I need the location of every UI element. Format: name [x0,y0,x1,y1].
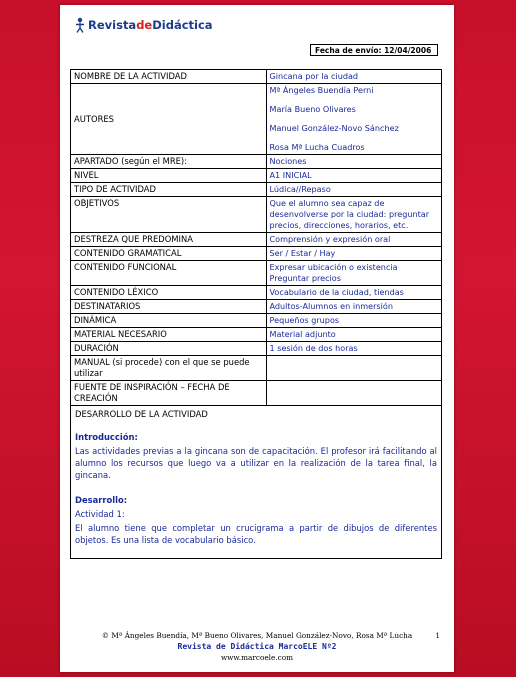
author-name: Manuel González-Novo Sánchez [269,123,399,133]
label-gramatical: CONTENIDO GRAMATICAL [71,247,267,261]
label-manual: MANUAL (si procede) con el que se puede utilizar [71,356,267,381]
value-tipo: Lúdica//Repaso [266,183,441,197]
actividad-title: Actividad 1: [75,509,125,519]
row-objetivos [71,197,442,233]
label-duracion: DURACIÓN [71,342,267,356]
submission-date-box: Fecha de envío: 12/04/2006 [310,44,438,56]
footer-journal: Revista de Didáctica MarcoELE Nº2 [177,642,337,651]
label-apartado: APARTADO (según el MRE): [71,155,267,169]
label-funcional: CONTENIDO FUNCIONAL [71,261,267,286]
document-page [60,5,454,672]
value-nombre: Gincana por la ciudad [266,70,441,84]
page-footer [60,631,454,662]
value-dinamica: Pequeños grupos [266,314,441,328]
value-gramatical: Ser / Estar / Hay [266,247,441,261]
label-nivel: NIVEL [71,169,267,183]
row-autores [71,84,442,155]
row-manual [71,356,442,381]
label-objetivos: OBJETIVOS [71,197,267,233]
label-nombre: NOMBRE DE LA ACTIVIDAD [71,70,267,84]
row-desarrollo [71,406,442,559]
row-lexico [71,286,442,300]
value-lexico: Vocabulario de la ciudad, tiendas [266,286,441,300]
row-apartado [71,155,442,169]
value-material: Material adjunto [266,328,441,342]
label-material: MATERIAL NECESARIO [71,328,267,342]
desarrollo-cell [71,406,442,559]
desarrollo-title: Desarrollo: [75,495,128,505]
logo-text-de: de [136,18,153,32]
label-fuente: FUENTE DE INSPIRACIÓN – FECHA DE CREACIÓN [71,381,267,406]
value-autores [266,84,441,155]
footer-website: www.marcoele.com [220,653,294,662]
row-tipo [71,183,442,197]
author-name: Mª Ángeles Buendía Perni [269,85,374,95]
row-destreza [71,233,442,247]
row-destinatarios [71,300,442,314]
row-material [71,328,442,342]
journal-logo [74,15,213,35]
label-destinatarios: DESTINATARIOS [71,300,267,314]
value-apartado: Nociones [266,155,441,169]
row-duracion [71,342,442,356]
row-nivel [71,169,442,183]
row-gramatical [71,247,442,261]
author-name: Rosa Mª Lucha Cuadros [269,142,365,152]
logo-text-didactica: Didáctica [152,18,213,32]
row-dinamica [71,314,442,328]
label-autores: AUTORES [71,84,267,155]
row-funcional [71,261,442,286]
desarrollo-heading: DESARROLLO DE LA ACTIVIDAD [75,409,208,419]
intro-title: Introducción: [75,432,138,442]
value-objetivos: Que el alumno sea capaz de desenvolverse por la ciudad: preguntar precios, direcciones, horarios, etc. [266,197,441,233]
actividad-paragraph: El alumno tiene que completar un crucigrama a partir de dibujos de diferentes objetos. Es una lista de vocabulario básico. [75,523,437,545]
footer-authors: © Mª Ángeles Buendía, Mª Bueno Olivares, Manuel González-Novo, Rosa Mª Lucha [101,631,413,640]
page-number: 1 [435,631,440,640]
value-manual [266,356,441,381]
value-funcional: Expresar ubicación o existencia Preguntar precios [266,261,441,286]
label-tipo: TIPO DE ACTIVIDAD [71,183,267,197]
value-nivel: A1 INICIAL [266,169,441,183]
author-name: María Bueno Olivares [269,104,356,114]
value-destinatarios: Adultos-Alumnos en inmersión [266,300,441,314]
row-nombre [71,70,442,84]
label-lexico: CONTENIDO LÉXICO [71,286,267,300]
label-destreza: DESTREZA QUE PREDOMINA [71,233,267,247]
activity-sheet-table [70,69,442,559]
value-destreza: Comprensión y expresión oral [266,233,441,247]
row-fuente [71,381,442,406]
value-fuente [266,381,441,406]
label-dinamica: DINÁMICA [71,314,267,328]
logo-text-revista: Revista [88,18,137,32]
logo-figure-icon [74,17,86,33]
value-duracion: 1 sesión de dos horas [266,342,441,356]
intro-paragraph: Las actividades previas a la gincana son de capacitación. El profesor irá facilitando al alumno los recursos que luego va a utilizar en la realización de la tarea final, la gincana. [75,446,437,480]
